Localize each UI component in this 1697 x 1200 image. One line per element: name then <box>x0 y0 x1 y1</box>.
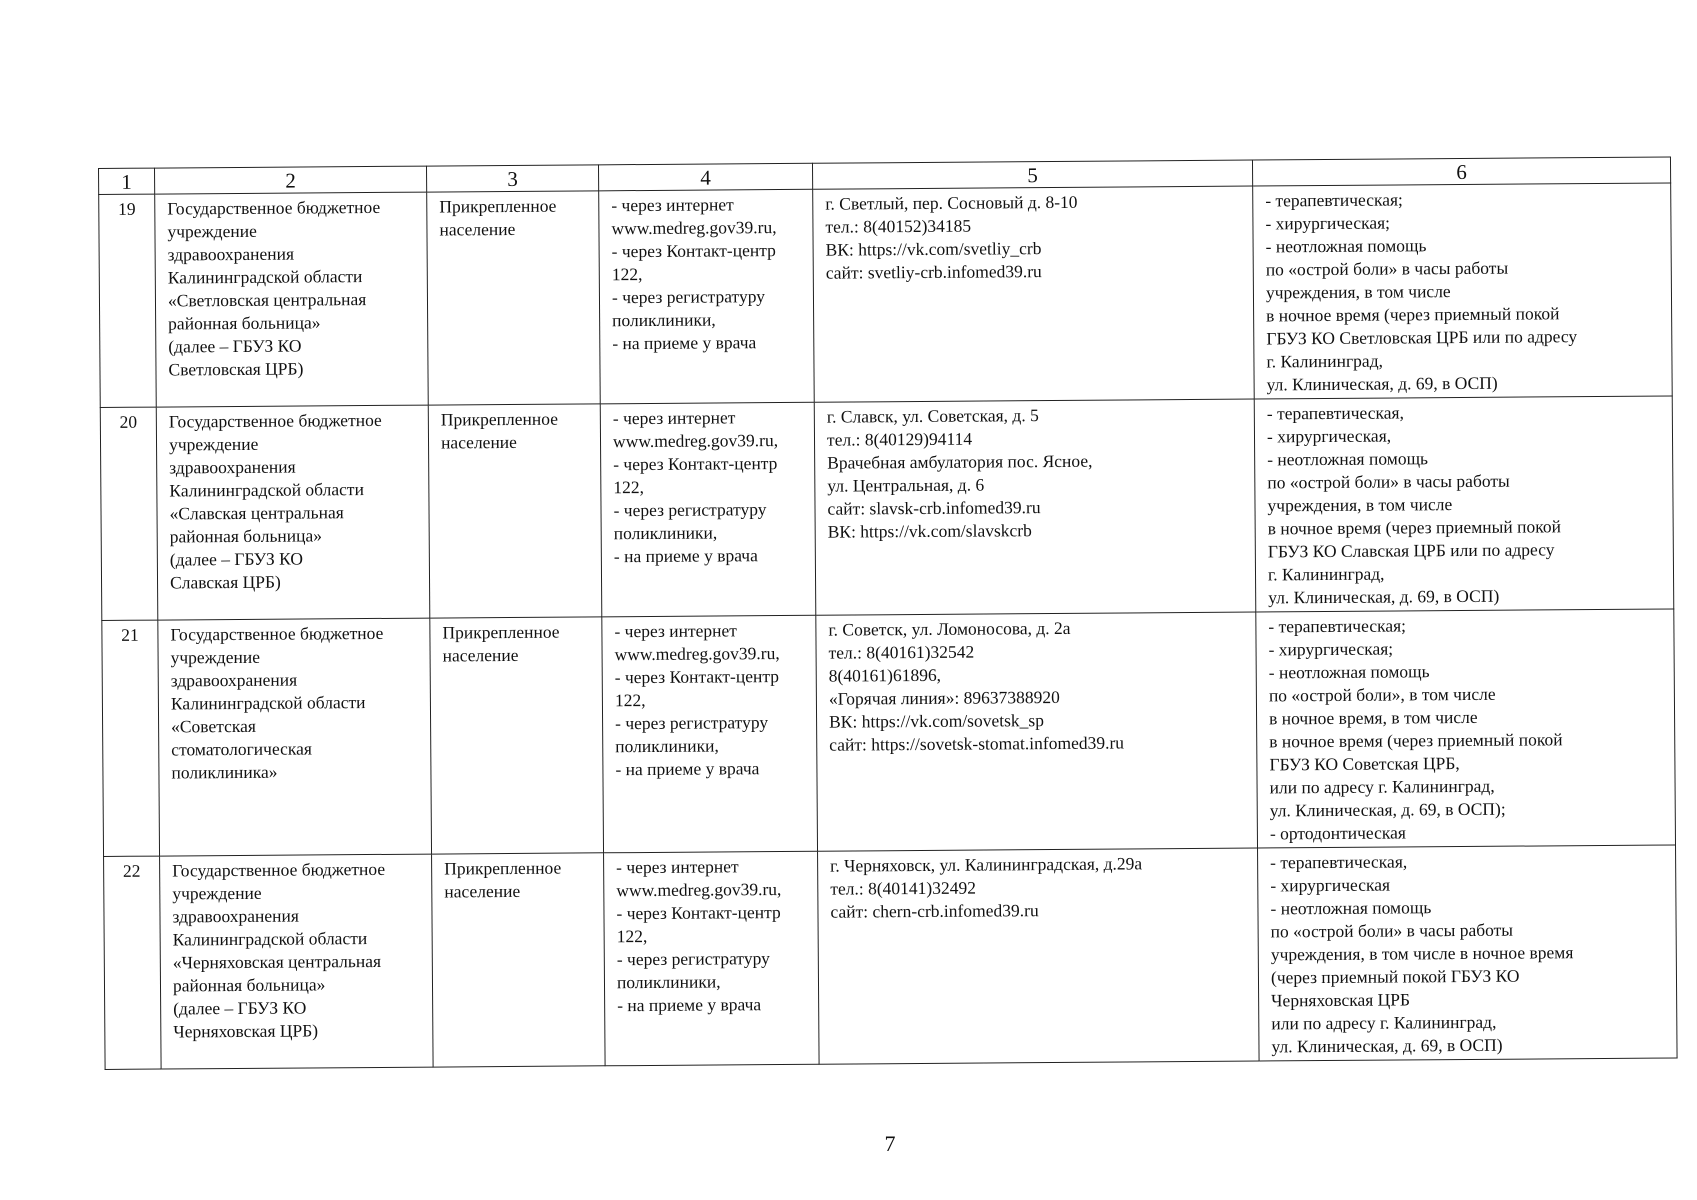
cell-text-line: учреждение <box>167 220 257 242</box>
cell-text-line: учреждения, в том числе <box>1265 281 1451 303</box>
cell-text-line: по «острой боли» в часы работы <box>1270 919 1514 942</box>
cell-text-line: - неотложная помощь <box>1268 661 1430 683</box>
cell-text-line: или по адресу г. Калининград, <box>1269 775 1495 798</box>
cell-text-line: - терапевтическая; <box>1265 189 1403 211</box>
institution-name-cell <box>155 192 429 407</box>
header-cell: 1 <box>99 168 155 194</box>
cell-text-line: «Светловская центральная <box>167 289 367 311</box>
cell-text-line: ВК: https://vk.com/sovetsk_sp <box>829 710 1045 732</box>
cell-text-line: - хирургическая; <box>1268 638 1394 660</box>
cell-text-line: 122, <box>613 477 645 498</box>
row-number-cell: 19 <box>99 194 157 407</box>
cell-text-line: ГБУЗ КО Советская ЦРБ, <box>1269 753 1460 775</box>
cell-text-line: или по адресу г. Калининград, <box>1271 1011 1497 1034</box>
institution-name-cell <box>156 405 430 620</box>
cell-text-line: «Горячая линия»: 89637388920 <box>828 686 1060 709</box>
cell-text-line: ул. Клиническая, д. 69, в ОСП) <box>1266 372 1498 395</box>
cell-text-line: - ортодонтическая <box>1269 822 1406 844</box>
cell-text-line: «Советская <box>171 715 256 737</box>
cell-text-line: по «острой боли», в том числе <box>1268 683 1496 706</box>
page-number: 7 <box>884 1131 896 1156</box>
cell-text-line: - неотложная помощь <box>1270 897 1432 919</box>
cell-text-line: г. Калининград, <box>1266 350 1384 372</box>
cell-text-line: Государственное бюджетное <box>172 858 386 881</box>
cell-text-line: «Черняховская центральная <box>172 950 382 973</box>
cell-text-line: (далее – ГБУЗ КО <box>168 335 302 357</box>
cell-text-line: здравоохранения <box>170 669 298 691</box>
cell-text-line: Прикрепленное <box>440 408 559 430</box>
cell-text-line: тел.: 8(40161)32542 <box>828 641 975 663</box>
cell-text-line: - терапевтическая; <box>1268 615 1407 637</box>
cell-text-line: 122, <box>611 264 643 285</box>
cell-text-line: Прикрепленное <box>444 857 562 879</box>
cell-text-line: г. Славск, ул. Советская, д. 5 <box>826 405 1039 427</box>
row-number-cell: 20 <box>100 407 158 620</box>
cell-text-line: - хирургическая; <box>1265 212 1391 234</box>
contacts-cell <box>814 399 1256 615</box>
cell-text-line: Государственное бюджетное <box>170 622 384 645</box>
population-cell <box>432 853 606 1067</box>
medical-institutions-table <box>98 156 1678 1070</box>
header-cell: 3 <box>426 165 598 192</box>
cell-text-line: тел.: 8(40141)32492 <box>830 877 977 899</box>
registration-method-cell <box>604 851 820 1066</box>
cell-text-line: - через Контакт-центр <box>611 240 776 262</box>
row-number-cell: 21 <box>102 620 160 856</box>
services-cell <box>1253 183 1673 399</box>
cell-text-line: Калининградской области <box>172 928 368 950</box>
table-row <box>104 845 1678 1070</box>
cell-text-line: здравоохранения <box>167 243 295 265</box>
cell-text-line: ул. Центральная, д. 6 <box>827 474 985 496</box>
table-row <box>99 183 1673 408</box>
cell-text-line: - через интернет <box>614 620 737 642</box>
cell-text-line: по «острой боли» в часы работы <box>1267 470 1510 493</box>
cell-text-line: - на приеме у врача <box>615 758 760 780</box>
document-sheet <box>98 156 1677 1069</box>
cell-text-line: население <box>444 880 521 902</box>
cell-text-line: www.medreg.gov39.ru, <box>611 217 777 239</box>
cell-text-line: сайт: chern-crb.infomed39.ru <box>830 900 1039 922</box>
cell-text-line: - через Контакт-центр <box>613 453 778 475</box>
cell-text-line: г. Калининград, <box>1267 563 1385 585</box>
services-cell <box>1254 396 1674 612</box>
cell-text-line: - терапевтическая, <box>1270 851 1408 873</box>
cell-text-line: здравоохранения <box>169 456 296 478</box>
registration-method-cell <box>602 615 818 853</box>
cell-text-line: - неотложная помощь <box>1265 235 1427 257</box>
cell-text-line: учреждение <box>170 646 261 668</box>
cell-text-line: «Славская центральная <box>169 502 344 524</box>
cell-text-line: Прикрепленное <box>439 195 557 217</box>
cell-text-line: - хирургическая <box>1270 874 1391 896</box>
cell-text-line: - через регистратуру <box>611 286 766 308</box>
contacts-cell <box>818 848 1260 1064</box>
cell-text-line: в ночное время (через приемный покой <box>1267 516 1562 539</box>
cell-text-line: - через регистратуру <box>615 712 769 734</box>
cell-text-line: ГБУЗ КО Славская ЦРБ или по адресу <box>1267 539 1555 562</box>
cell-text-line: в ночное время, в том числе <box>1268 706 1478 729</box>
cell-text-line: ул. Клиническая, д. 69, в ОСП) <box>1271 1034 1503 1057</box>
cell-text-line: - на приеме у врача <box>613 545 758 567</box>
registration-method-cell <box>599 189 815 404</box>
header-cell: 6 <box>1252 157 1670 186</box>
cell-text-line: - на приеме у врача <box>617 994 762 1016</box>
cell-text-line: районная больница» <box>172 974 326 996</box>
cell-text-line: сайт: svetliy-crb.infomed39.ru <box>825 261 1042 283</box>
header-cell: 2 <box>155 166 427 194</box>
cell-text-line: учреждение <box>168 433 259 455</box>
cell-text-line: население <box>439 218 516 240</box>
cell-text-line: Черняховская ЦРБ <box>1271 989 1411 1011</box>
cell-text-line: по «острой боли» в часы работы <box>1265 257 1509 280</box>
contacts-cell <box>816 612 1258 851</box>
cell-text-line: - через Контакт-центр <box>616 902 781 924</box>
cell-text-line: Светловская ЦРБ) <box>168 358 304 380</box>
cell-text-line: сайт: slavsk-crb.infomed39.ru <box>827 497 1041 519</box>
cell-text-line: ул. Клиническая, д. 69, в ОСП); <box>1269 798 1506 821</box>
cell-text-line: 8(40161)61896, <box>828 664 942 686</box>
header-cell: 5 <box>812 160 1252 189</box>
services-cell <box>1258 845 1678 1061</box>
cell-text-line: ВК: https://vk.com/svetliy_crb <box>825 238 1042 260</box>
cell-text-line: здравоохранения <box>172 905 299 927</box>
population-cell <box>427 191 601 405</box>
contacts-cell <box>813 186 1255 402</box>
population-cell <box>428 404 602 618</box>
cell-text-line: (далее – ГБУЗ КО <box>173 997 307 1019</box>
services-cell <box>1256 609 1676 848</box>
cell-text-line: (через приемный покой ГБУЗ КО <box>1270 965 1520 988</box>
cell-text-line: поликлиники, <box>613 522 718 544</box>
population-cell <box>430 617 604 854</box>
cell-text-line: Калининградской области <box>169 479 364 501</box>
cell-text-line: тел.: 8(40129)94114 <box>826 428 973 450</box>
cell-text-line: www.medreg.gov39.ru, <box>614 643 780 665</box>
registration-method-cell <box>600 402 816 617</box>
cell-text-line: - через Контакт-центр <box>614 666 780 688</box>
cell-text-line: в ночное время (через приемный покой <box>1269 729 1563 752</box>
cell-text-line: ГБУЗ КО Светловская ЦРБ или по адресу <box>1266 326 1578 349</box>
cell-text-line: - через интернет <box>612 407 736 429</box>
cell-text-line: www.medreg.gov39.ru, <box>616 879 782 901</box>
cell-text-line: учреждение <box>172 882 262 904</box>
cell-text-line: Славская ЦРБ) <box>169 571 281 593</box>
table-body <box>99 157 1678 1069</box>
cell-text-line: - терапевтическая, <box>1266 402 1404 424</box>
cell-text-line: г. Черняховск, ул. Калининградская, д.29а <box>830 853 1143 876</box>
cell-text-line: - на приеме у врача <box>612 332 757 354</box>
cell-text-line: - через интернет <box>616 856 739 878</box>
cell-text-line: Калининградской области <box>170 692 366 714</box>
cell-text-line: - хирургическая, <box>1266 425 1392 447</box>
cell-text-line: поликлиника» <box>171 761 278 783</box>
row-number-cell: 22 <box>104 856 162 1069</box>
cell-text-line: население <box>440 431 517 453</box>
cell-text-line: Государственное бюджетное <box>168 409 382 432</box>
header-cell: 4 <box>598 163 812 191</box>
cell-text-line: - через регистратуру <box>613 499 767 521</box>
cell-text-line: районная больница» <box>169 525 323 547</box>
cell-text-line: www.medreg.gov39.ru, <box>612 430 779 452</box>
table-row <box>100 396 1674 621</box>
cell-text-line: поликлиники, <box>615 735 719 757</box>
cell-text-line: Черняховская ЦРБ) <box>173 1020 319 1042</box>
cell-text-line: в ночное время (через приемный покой <box>1266 303 1560 326</box>
cell-text-line: поликлиники, <box>612 309 716 331</box>
cell-text-line: учреждения, в том числе <box>1267 494 1453 516</box>
cell-text-line: г. Советск, ул. Ломоносова, д. 2а <box>828 617 1071 640</box>
cell-text-line: Государственное бюджетное <box>167 196 381 219</box>
cell-text-line: - неотложная помощь <box>1267 448 1429 470</box>
cell-text-line: районная больница» <box>168 312 321 334</box>
cell-text-line: Врачебная амбулатория пос. Ясное, <box>827 450 1093 473</box>
cell-text-line: стоматологическая <box>171 738 313 760</box>
cell-text-line: тел.: 8(40152)34185 <box>825 215 972 237</box>
cell-text-line: население <box>442 644 519 666</box>
cell-text-line: ул. Клиническая, д. 69, в ОСП) <box>1268 585 1500 608</box>
cell-text-line: (далее – ГБУЗ КО <box>169 548 304 570</box>
institution-name-cell <box>158 618 432 856</box>
cell-text-line: учреждения, в том числе в ночное время <box>1270 942 1574 965</box>
cell-text-line: Калининградской области <box>167 266 363 288</box>
cell-text-line: Прикрепленное <box>442 621 560 643</box>
cell-text-line: 122, <box>614 690 646 711</box>
cell-text-line: ВК: https://vk.com/slavskcrb <box>827 520 1032 542</box>
cell-text-line: поликлиники, <box>616 971 721 993</box>
institution-name-cell <box>160 854 434 1069</box>
cell-text-line: - через интернет <box>611 194 734 216</box>
cell-text-line: 122, <box>616 925 648 947</box>
cell-text-line: - через регистратуру <box>616 948 770 970</box>
cell-text-line: сайт: https://sovetsk-stomat.infomed39.ru <box>829 732 1125 755</box>
table-row <box>102 609 1676 857</box>
cell-text-line: г. Светлый, пер. Сосновый д. 8-10 <box>825 191 1078 214</box>
